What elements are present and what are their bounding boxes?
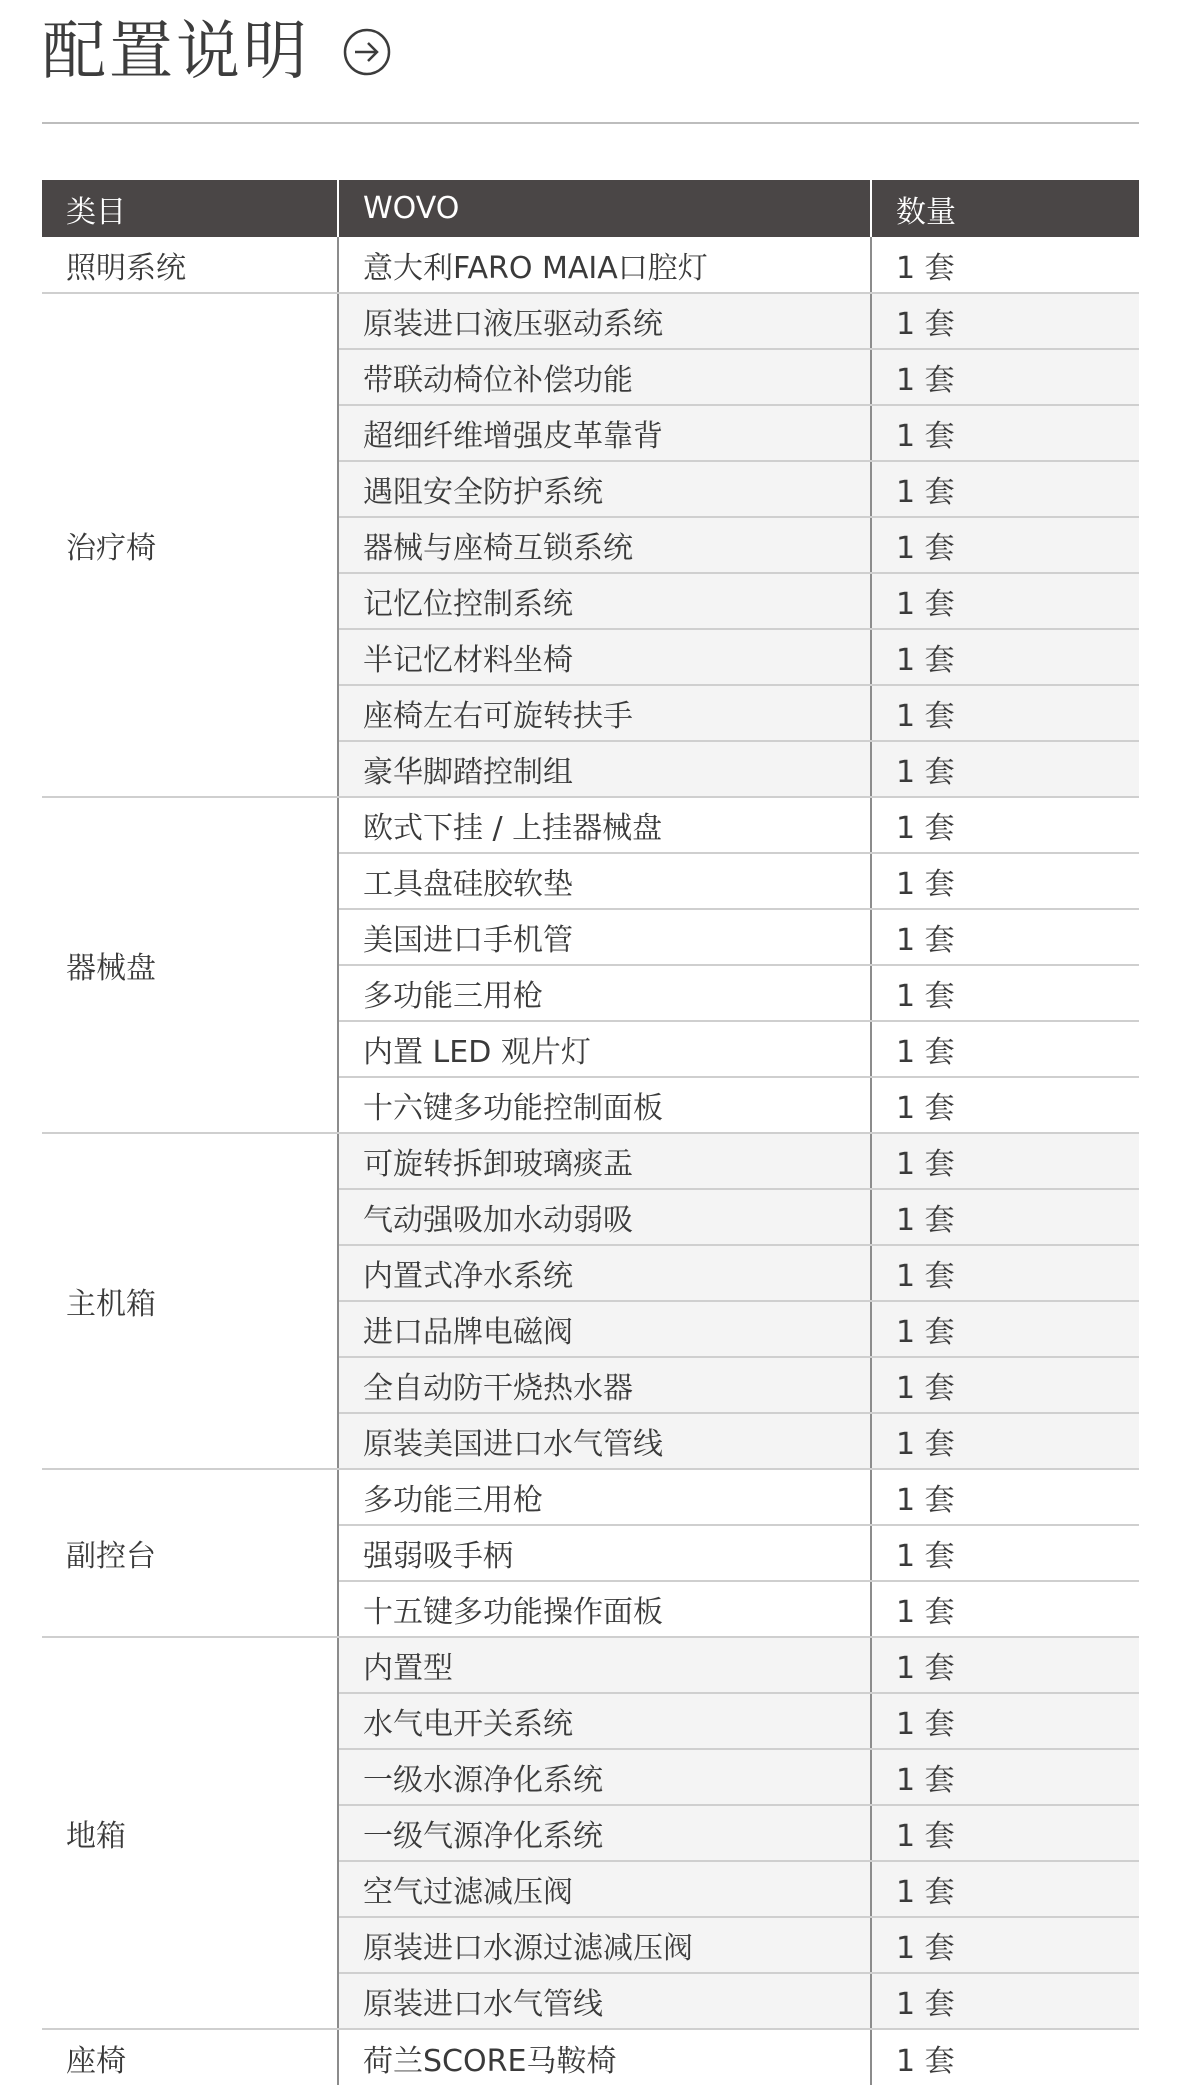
item-cell: 气动强吸加水动弱吸: [338, 1189, 871, 1245]
quantity-cell: 1 套: [871, 1973, 1139, 2029]
quantity-cell: 1 套: [871, 965, 1139, 1021]
quantity-cell: 1 套: [871, 629, 1139, 685]
item-cell: 全自动防干烧热水器: [338, 1357, 871, 1413]
quantity-cell: 1 套: [871, 1077, 1139, 1133]
quantity-cell: 1 套: [871, 517, 1139, 573]
item-cell: 器械与座椅互锁系统: [338, 517, 871, 573]
quantity-cell: 1 套: [871, 1525, 1139, 1581]
header: [42, 12, 392, 92]
item-cell: 空气过滤减压阀: [338, 1861, 871, 1917]
item-cell: 原装进口水源过滤减压阀: [338, 1917, 871, 1973]
category-cell: 座椅: [42, 2029, 338, 2085]
item-cell: 超细纤维增强皮革靠背: [338, 405, 871, 461]
quantity-cell: 1 套: [871, 1693, 1139, 1749]
item-cell: 可旋转拆卸玻璃痰盂: [338, 1133, 871, 1189]
table-body: [42, 237, 1139, 2085]
quantity-cell: 1 套: [871, 1637, 1139, 1693]
quantity-cell: 1 套: [871, 1861, 1139, 1917]
item-cell: 内置式净水系统: [338, 1245, 871, 1301]
item-cell: 原装进口水气管线: [338, 1973, 871, 2029]
item-cell: 一级水源净化系统: [338, 1749, 871, 1805]
item-cell: 座椅左右可旋转扶手: [338, 685, 871, 741]
item-cell: 强弱吸手柄: [338, 1525, 871, 1581]
table-row: [42, 2029, 1139, 2085]
header-category: 类目: [42, 180, 338, 237]
table-row: [42, 1133, 1139, 1189]
item-cell: 欧式下挂 / 上挂器械盘: [338, 797, 871, 853]
item-cell: 原装美国进口水气管线: [338, 1413, 871, 1469]
table-row: [42, 1637, 1139, 1693]
item-cell: 记忆位控制系统: [338, 573, 871, 629]
category-cell: 主机箱: [42, 1133, 338, 1469]
quantity-cell: 1 套: [871, 1133, 1139, 1189]
item-cell: 原装进口液压驱动系统: [338, 293, 871, 349]
item-cell: 进口品牌电磁阀: [338, 1301, 871, 1357]
quantity-cell: 1 套: [871, 573, 1139, 629]
item-cell: 内置 LED 观片灯: [338, 1021, 871, 1077]
quantity-cell: 1 套: [871, 461, 1139, 517]
quantity-cell: 1 套: [871, 1357, 1139, 1413]
quantity-cell: 1 套: [871, 237, 1139, 293]
item-cell: 内置型: [338, 1637, 871, 1693]
item-cell: 半记忆材料坐椅: [338, 629, 871, 685]
quantity-cell: 1 套: [871, 1245, 1139, 1301]
item-cell: 带联动椅位补偿功能: [338, 349, 871, 405]
quantity-cell: 1 套: [871, 293, 1139, 349]
page-title: 配置说明: [42, 15, 310, 89]
item-cell: 美国进口手机管: [338, 909, 871, 965]
header-divider: [42, 122, 1139, 124]
category-cell: 照明系统: [42, 237, 338, 293]
quantity-cell: 1 套: [871, 1021, 1139, 1077]
quantity-cell: 1 套: [871, 1469, 1139, 1525]
table-row: [42, 293, 1139, 349]
quantity-cell: 1 套: [871, 1749, 1139, 1805]
item-cell: 多功能三用枪: [338, 965, 871, 1021]
table-row: [42, 1469, 1139, 1525]
quantity-cell: 1 套: [871, 1189, 1139, 1245]
item-cell: 一级气源净化系统: [338, 1805, 871, 1861]
circle-arrow-right-icon[interactable]: [342, 27, 392, 77]
item-cell: 十五键多功能操作面板: [338, 1581, 871, 1637]
header-model: WOVO: [338, 180, 871, 237]
category-cell: 器械盘: [42, 797, 338, 1133]
item-cell: 荷兰SCORE马鞍椅: [338, 2029, 871, 2085]
category-cell: 地箱: [42, 1637, 338, 2029]
quantity-cell: 1 套: [871, 741, 1139, 797]
item-cell: 十六键多功能控制面板: [338, 1077, 871, 1133]
category-cell: 治疗椅: [42, 293, 338, 797]
item-cell: 多功能三用枪: [338, 1469, 871, 1525]
spec-table: [42, 180, 1139, 2085]
quantity-cell: 1 套: [871, 1805, 1139, 1861]
quantity-cell: 1 套: [871, 349, 1139, 405]
item-cell: 水气电开关系统: [338, 1693, 871, 1749]
quantity-cell: 1 套: [871, 1917, 1139, 1973]
quantity-cell: 1 套: [871, 853, 1139, 909]
item-cell: 意大利FARO MAIA口腔灯: [338, 237, 871, 293]
item-cell: 豪华脚踏控制组: [338, 741, 871, 797]
quantity-cell: 1 套: [871, 1413, 1139, 1469]
table-row: [42, 237, 1139, 293]
category-cell: 副控台: [42, 1469, 338, 1637]
quantity-cell: 1 套: [871, 1301, 1139, 1357]
item-cell: 遇阻安全防护系统: [338, 461, 871, 517]
header-quantity: 数量: [871, 180, 1139, 237]
quantity-cell: 1 套: [871, 1581, 1139, 1637]
quantity-cell: 1 套: [871, 685, 1139, 741]
quantity-cell: 1 套: [871, 405, 1139, 461]
quantity-cell: 1 套: [871, 909, 1139, 965]
table-row: [42, 797, 1139, 853]
item-cell: 工具盘硅胶软垫: [338, 853, 871, 909]
quantity-cell: 1 套: [871, 797, 1139, 853]
table-header-row: [42, 180, 1139, 237]
quantity-cell: 1 套: [871, 2029, 1139, 2085]
